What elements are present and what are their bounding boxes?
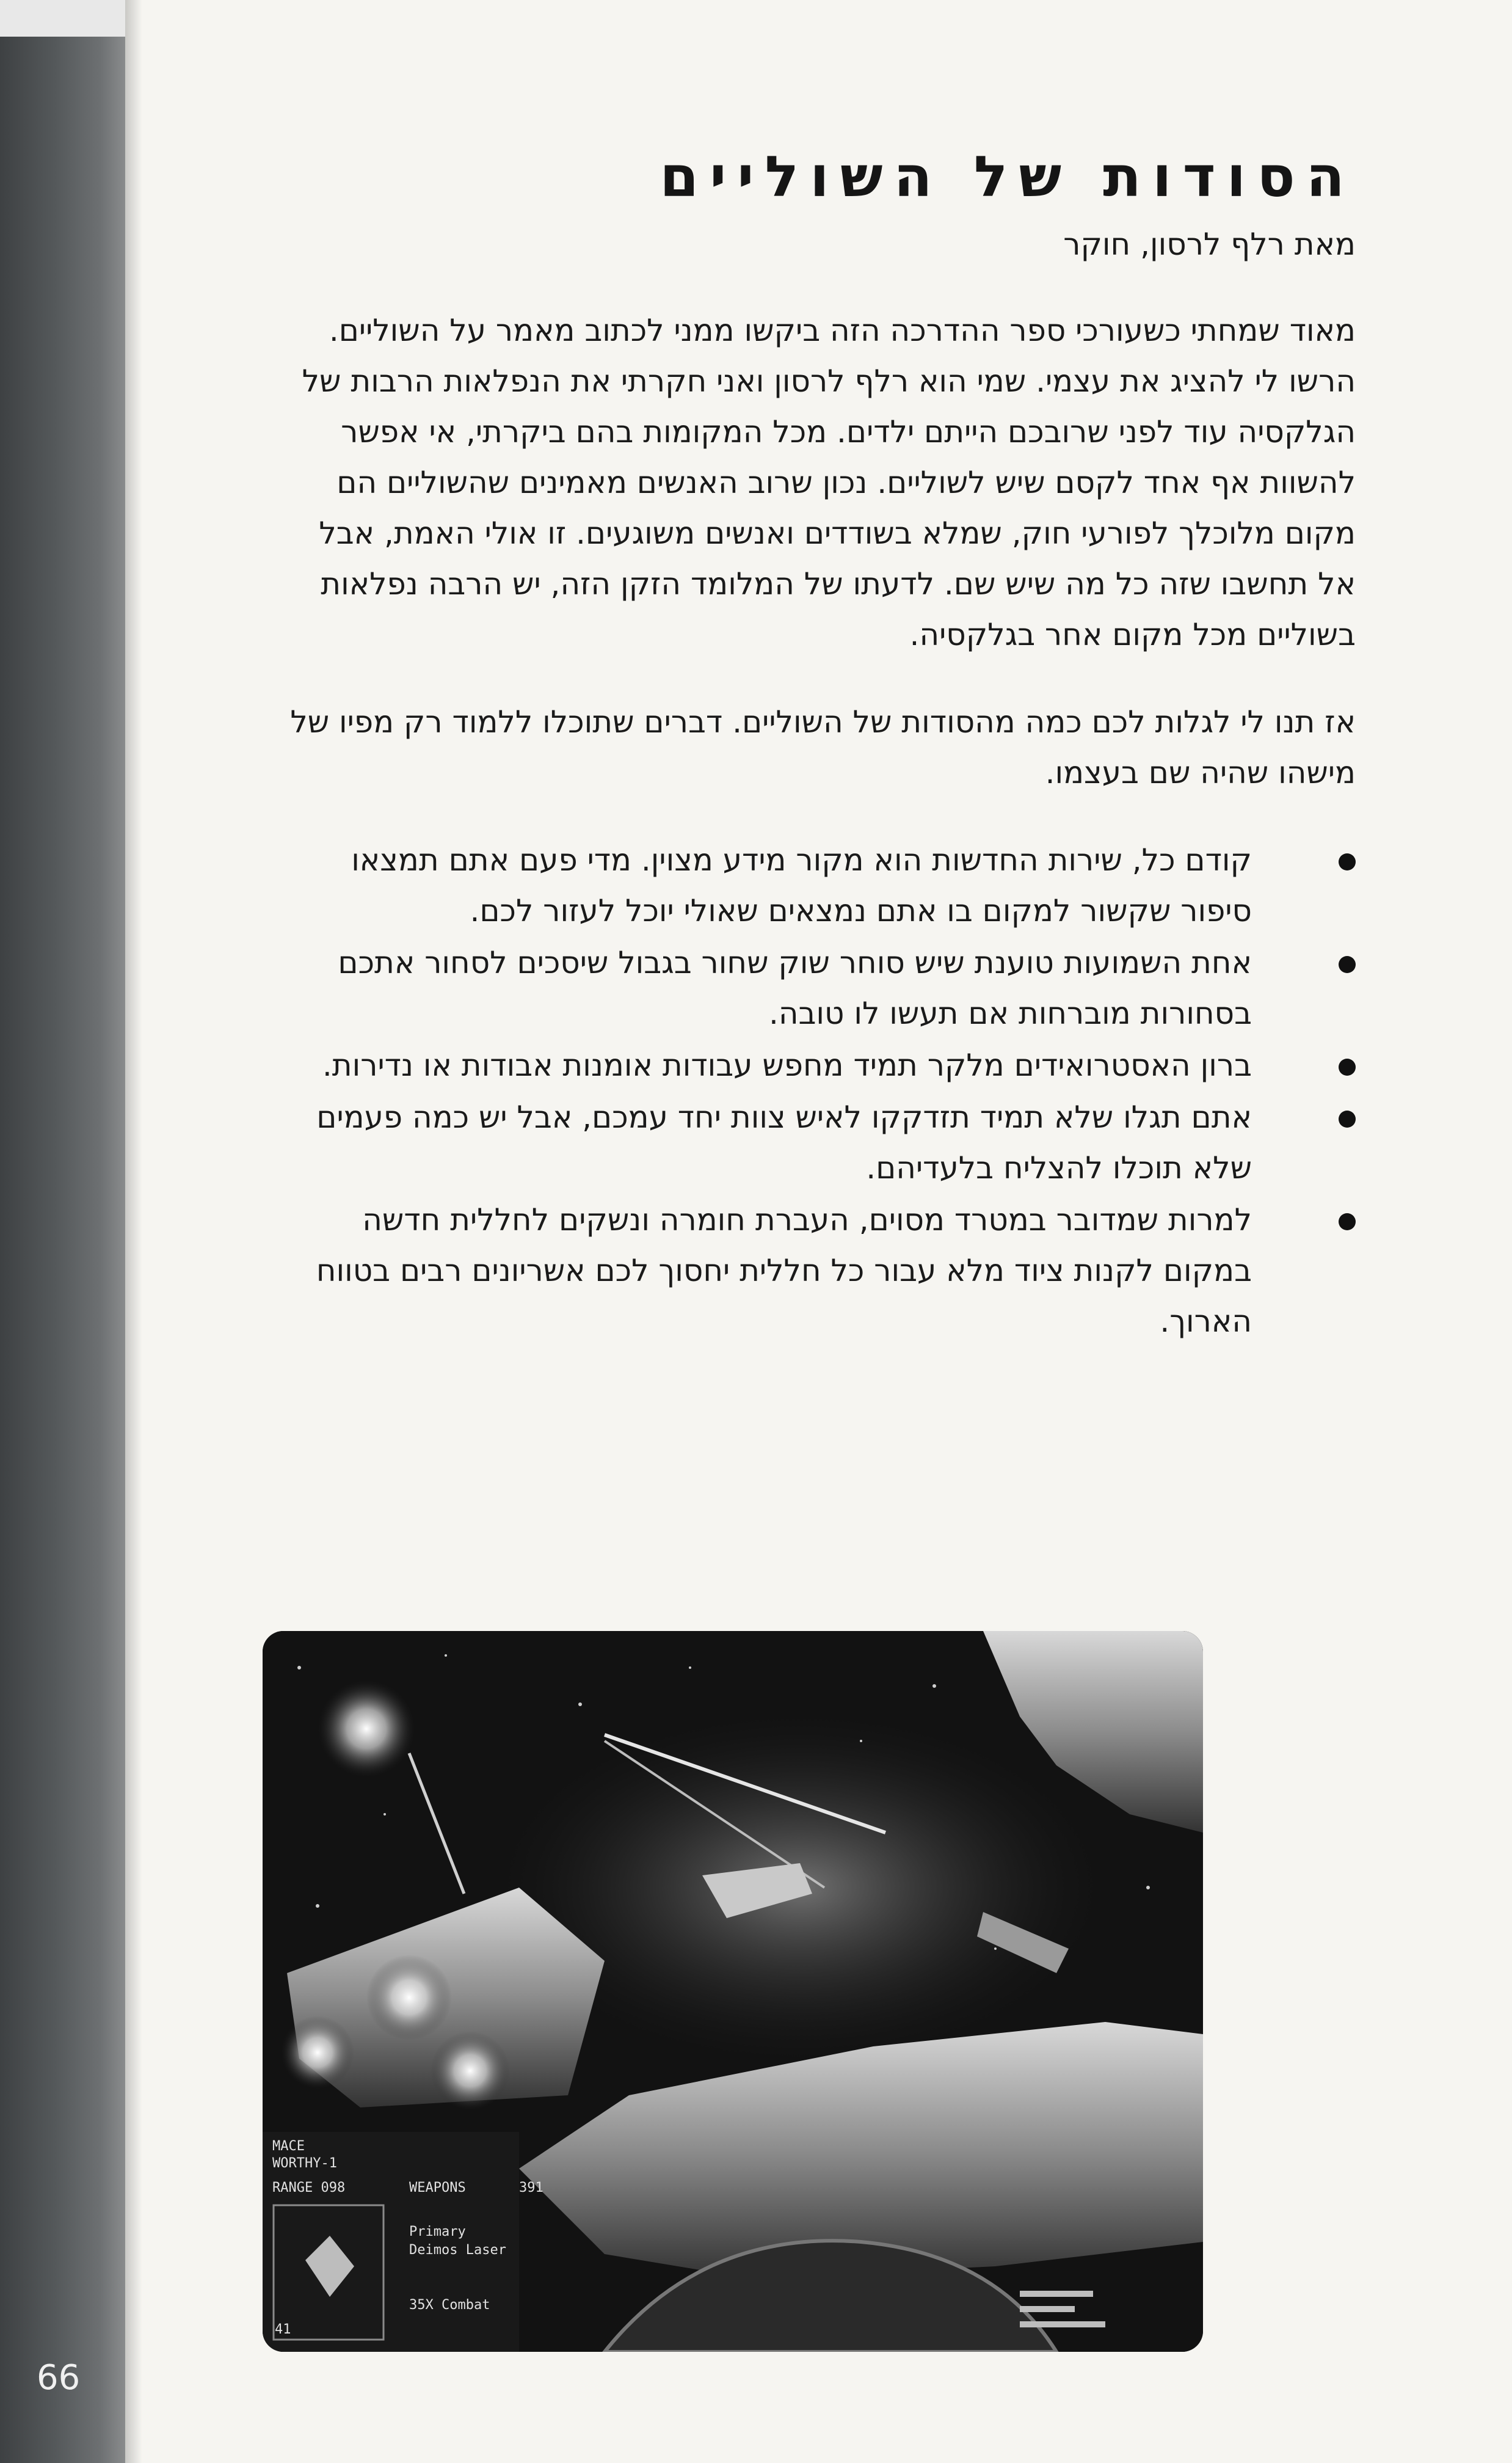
list-item-text: קודם כל, שירות החדשות הוא מקור מידע מצוין. מדי פעם אתם תמצאו סיפור שקשור למקום בו אתם נמצאים שאולי יוכל לעזור לכם. xyxy=(351,842,1252,929)
bullet-icon xyxy=(1339,1059,1356,1076)
hud-combat: 35X Combat xyxy=(409,2297,490,2313)
paragraph-intro: מאוד שמחתי כשעורכי ספר ההדרכה הזה ביקשו ממני לכתוב מאמר על השוליים. הרשו לי להציג את עצמי. שמי הוא רלף לרסון ואני חקרתי את הנפלאות הרבות של הגלקסיה עוד לפני שרובכם הייתם ילדים. מכל המקומות בהם ביקרתי, אי אפשר להשוות אף אחד לקסם שיש לשוליים. נכון שרוב האנשים מאמינים שהשוליים הם מקום מלוכלך לפורעי חוק, שמלא בשודדים ואנשים משוגעים. זו אולי האמת, אבל אל תחשבו שזה כל מה שיש שם. לדעתו של המלומד הזקן הזה, יש הרבה נפלאות בשוליים מכל מקום אחר בגלקסיה. xyxy=(302,313,1356,652)
list-item-text: ברון האסטרואידים מלקר תמיד מחפש עבודות אומנות אבודות או נדירות. xyxy=(322,1048,1252,1083)
article-author: מאת רלף לרסון, חוקר xyxy=(1063,227,1356,262)
page-number: 66 xyxy=(37,2358,81,2398)
bullet-icon xyxy=(1339,956,1356,973)
hud-range: RANGE 098 xyxy=(272,2180,346,2195)
paragraph-secrets: אז תנו לי לגלות לכם כמה מהסודות של השוליים. דברים שתוכלו ללמוד רק מפיו של מישהו שהיה שם בעצמו. xyxy=(290,704,1356,790)
engine-glow xyxy=(281,2016,354,2089)
list-item xyxy=(287,1040,1356,1091)
hud-weapons-value: 391 xyxy=(519,2180,543,2195)
page-edge-shadow xyxy=(125,0,142,2463)
game-screenshot xyxy=(263,1631,1203,2352)
engine-glow xyxy=(431,2031,510,2111)
tips-list xyxy=(287,835,1356,1347)
hud-laser: Deimos Laser xyxy=(409,2242,506,2258)
list-item xyxy=(287,1195,1356,1347)
bullet-icon xyxy=(1339,853,1356,870)
binding-strip xyxy=(0,0,125,2463)
explosion xyxy=(318,1680,415,1778)
list-item-text: אחת השמועות טוענת שיש סוחר שוק שחור בגבול שיסכים לסחור אתכם בסחורות מוברחות אם תעשו לו טובה. xyxy=(338,945,1252,1031)
hud-target-sub: WORTHY-1 xyxy=(272,2156,337,2171)
hud-primary: Primary xyxy=(409,2224,466,2239)
binding-strip-top xyxy=(0,0,125,37)
list-item-text: אתם תגלו שלא תמיד תזדקקו לאיש צוות יחד עמכם, אבל יש כמה פעמים שלא תוכלו להצליח בלעדיהם. xyxy=(316,1100,1252,1186)
hud-weapons-label: WEAPONS xyxy=(409,2180,466,2195)
list-item xyxy=(287,938,1356,1039)
hud-target-name: MACE xyxy=(272,2139,305,2154)
bullet-icon xyxy=(1339,1213,1356,1230)
list-item xyxy=(287,835,1356,936)
engine-glow xyxy=(366,1955,452,2040)
article xyxy=(287,134,1356,1348)
article-title: הסודות של השוליים xyxy=(660,144,1356,210)
list-item xyxy=(287,1092,1356,1194)
list-item-text: למרות שמדובר במטרד מסוים, העברת חומרה ונשקים לחללית חדשה במקום לקנות ציוד מלא עבור כל חללית יחסוך לכם אשריונים רבים בטווח הארוך. xyxy=(316,1202,1252,1339)
hud-readout: 41 xyxy=(275,2322,291,2337)
space-battle-illustration xyxy=(263,1631,1203,2352)
bullet-icon xyxy=(1339,1111,1356,1128)
